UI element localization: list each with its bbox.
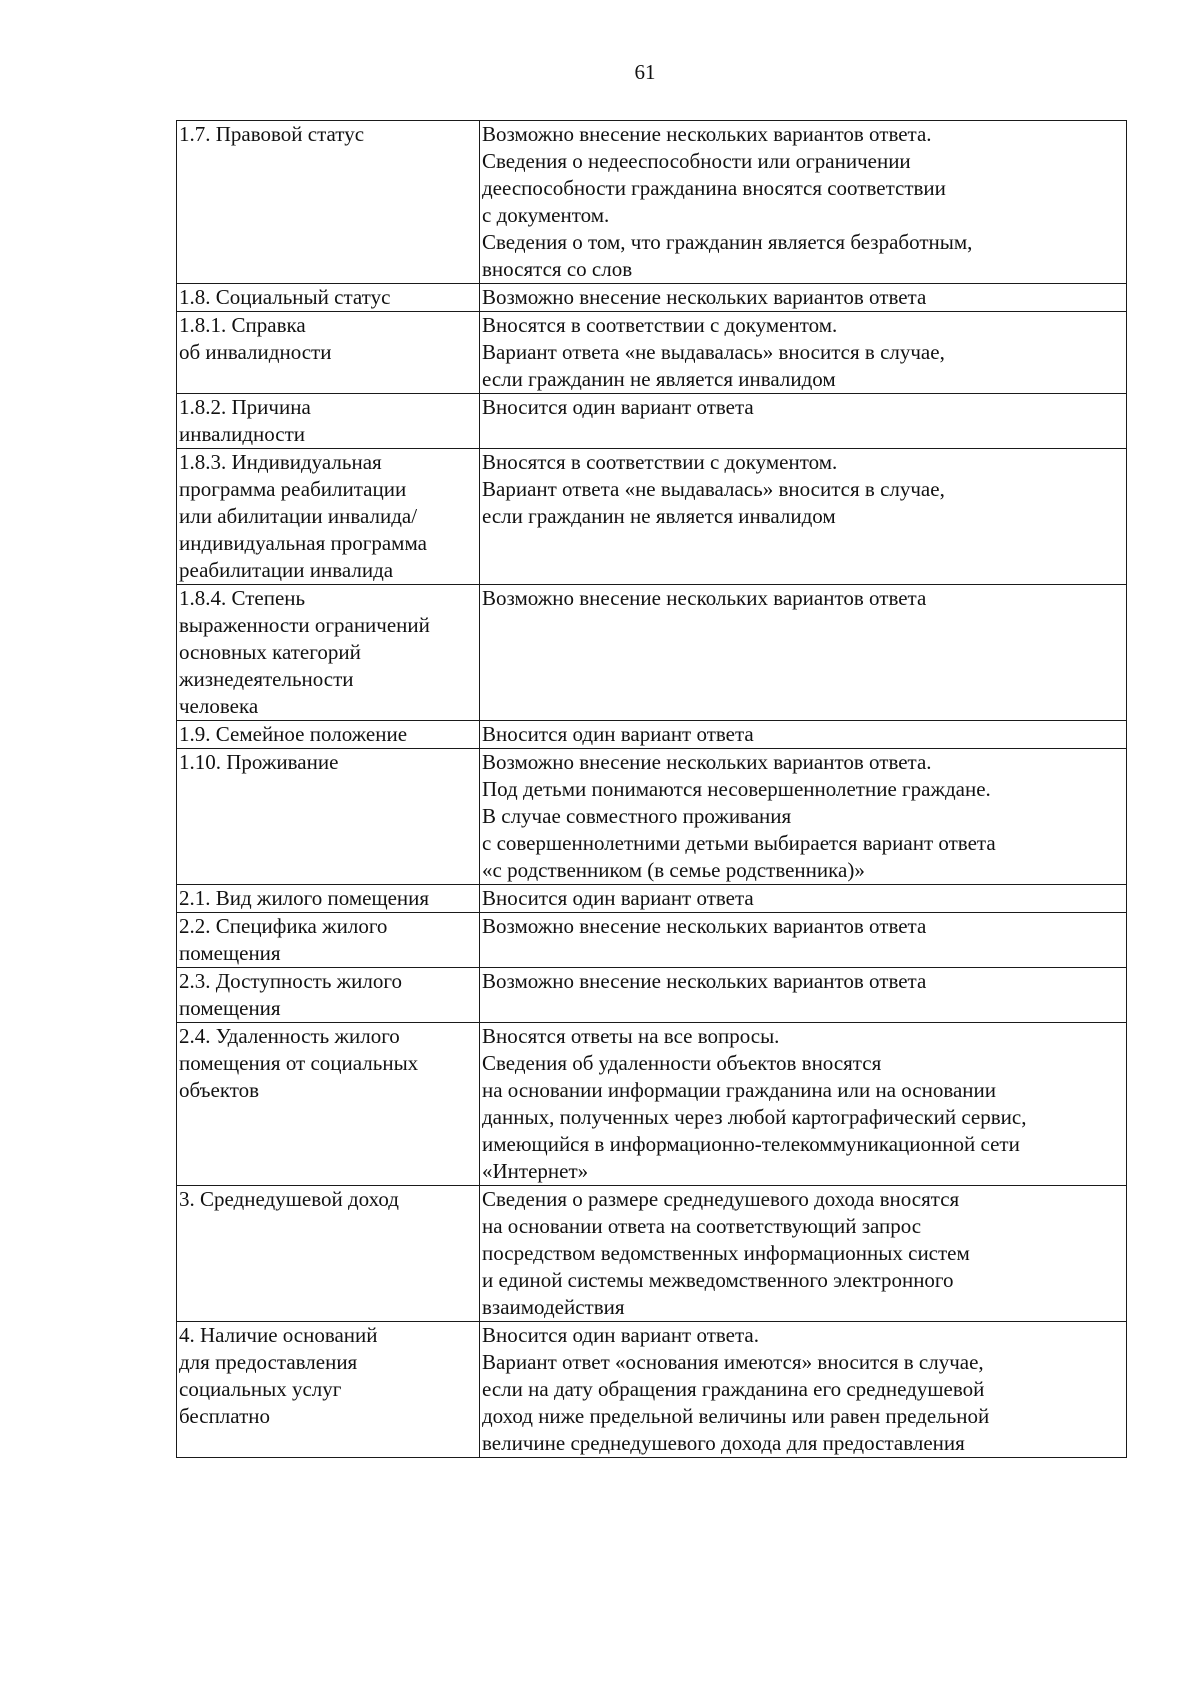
field-name-cell (177, 885, 480, 913)
field-name-cell (177, 721, 480, 749)
instruction-cell (480, 913, 1127, 968)
field-name-line: реабилитации инвалида (179, 558, 394, 582)
field-name-line: жизнедеятельности (179, 667, 354, 691)
field-name-line: 1.9. Семейное положение (179, 722, 408, 746)
field-name-line: социальных услуг (179, 1377, 342, 1401)
table-row (177, 968, 1127, 1023)
instruction-line: Вариант ответа «не выдавалась» вносится в случае, (482, 340, 945, 364)
instruction-line: Сведения о размере среднедушевого дохода вносятся (482, 1187, 960, 1211)
field-name-cell (177, 1322, 480, 1458)
instruction-line: Под детьми понимаются несовершеннолетние граждане. (482, 777, 991, 801)
field-name-line: объектов (179, 1078, 260, 1102)
instruction-line: Вносится один вариант ответа. (482, 1323, 759, 1347)
instruction-cell (480, 721, 1127, 749)
field-name-line: 1.8.3. Индивидуальная (179, 450, 382, 474)
instruction-line: Вносится один вариант ответа (482, 395, 754, 419)
instruction-line: имеющийся в информационно-телекоммуникационной сети (482, 1132, 1020, 1156)
instruction-line: Возможно внесение нескольких вариантов ответа (482, 285, 927, 309)
instruction-cell (480, 1186, 1127, 1322)
field-name-line: 1.8.1. Справка (179, 313, 306, 337)
instruction-cell (480, 121, 1127, 284)
instruction-line: Возможно внесение нескольких вариантов ответа (482, 914, 927, 938)
instruction-line: величине среднедушевого дохода для предоставления (482, 1431, 965, 1455)
field-name-line: инвалидности (179, 422, 306, 446)
instruction-line: Сведения о недееспособности или ограничении (482, 149, 911, 173)
instruction-line: и единой системы межведомственного электронного (482, 1268, 954, 1292)
table-row (177, 585, 1127, 721)
instruction-line: данных, полученных через любой картографический сервис, (482, 1105, 1027, 1129)
table-row (177, 1186, 1127, 1322)
field-name-cell (177, 1023, 480, 1186)
field-name-line: выраженности ограничений (179, 613, 430, 637)
field-name-line: 2.1. Вид жилого помещения (179, 886, 430, 910)
field-name-line: 1.7. Правовой статус (179, 122, 365, 146)
instruction-line: дееспособности гражданина вносятся соответствии (482, 176, 946, 200)
table-body (177, 121, 1127, 1458)
field-instructions-table (176, 120, 1127, 1458)
instruction-line: «с родственником (в семье родственника)» (482, 858, 865, 882)
page-number: 61 (634, 60, 656, 84)
instruction-line: Сведения о том, что гражданин является безработным, (482, 230, 973, 254)
table-row (177, 721, 1127, 749)
instruction-line: доход ниже предельной величины или равен предельной (482, 1404, 990, 1428)
instruction-cell (480, 749, 1127, 885)
instruction-line: Вносятся в соответствии с документом. (482, 313, 838, 337)
field-name-cell (177, 121, 480, 284)
instruction-line: Возможно внесение нескольких вариантов ответа. (482, 122, 932, 146)
table-row (177, 913, 1127, 968)
field-name-line: об инвалидности (179, 340, 332, 364)
instruction-line: посредством ведомственных информационных систем (482, 1241, 970, 1265)
table-row (177, 885, 1127, 913)
field-name-line: 2.2. Специфика жилого (179, 914, 388, 938)
instruction-line: с документом. (482, 203, 610, 227)
instruction-line: Сведения об удаленности объектов вносятся (482, 1051, 882, 1075)
field-name-cell (177, 968, 480, 1023)
table-row (177, 312, 1127, 394)
table-row (177, 394, 1127, 449)
field-name-cell (177, 394, 480, 449)
field-name-cell (177, 312, 480, 394)
field-name-line: человека (179, 694, 259, 718)
instruction-line: на основании ответа на соответствующий запрос (482, 1214, 922, 1238)
instruction-cell (480, 1023, 1127, 1186)
field-name-line: 2.3. Доступность жилого (179, 969, 402, 993)
instruction-cell (480, 885, 1127, 913)
instruction-line: если гражданин не является инвалидом (482, 367, 836, 391)
instruction-line: Вносятся ответы на все вопросы. (482, 1024, 780, 1048)
field-name-cell (177, 913, 480, 968)
field-name-line: индивидуальная программа (179, 531, 427, 555)
instruction-line: взаимодействия (482, 1295, 625, 1319)
instruction-line: Возможно внесение нескольких вариантов ответа. (482, 750, 932, 774)
instruction-line: Возможно внесение нескольких вариантов ответа (482, 969, 927, 993)
instruction-line: Вариант ответа «не выдавалась» вносится в случае, (482, 477, 945, 501)
field-name-line: бесплатно (179, 1404, 270, 1428)
field-name-line: помещения от социальных (179, 1051, 419, 1075)
table-row (177, 121, 1127, 284)
instruction-line: вносятся со слов (482, 257, 633, 281)
instruction-line: В случае совместного проживания (482, 804, 792, 828)
field-name-line: 4. Наличие оснований (179, 1323, 378, 1347)
instruction-cell (480, 394, 1127, 449)
instruction-line: Вносится один вариант ответа (482, 722, 754, 746)
field-name-line: программа реабилитации (179, 477, 407, 501)
instruction-cell (480, 449, 1127, 585)
instruction-line: Вносится один вариант ответа (482, 886, 754, 910)
field-name-cell (177, 284, 480, 312)
field-name-line: основных категорий (179, 640, 361, 664)
field-name-line: 3. Среднедушевой доход (179, 1187, 399, 1211)
field-name-line: или абилитации инвалида/ (179, 504, 418, 528)
field-name-line: для предоставления (179, 1350, 358, 1374)
instruction-line: на основании информации гражданина или на основании (482, 1078, 997, 1102)
field-name-line: помещения (179, 996, 281, 1020)
field-name-cell (177, 585, 480, 721)
table-row (177, 449, 1127, 585)
field-name-line: 1.8. Социальный статус (179, 285, 391, 309)
instruction-line: «Интернет» (482, 1159, 589, 1183)
field-name-cell (177, 1186, 480, 1322)
instruction-cell (480, 312, 1127, 394)
instruction-cell (480, 1322, 1127, 1458)
field-name-cell (177, 749, 480, 885)
instruction-cell (480, 284, 1127, 312)
instruction-cell (480, 968, 1127, 1023)
instruction-cell (480, 585, 1127, 721)
table-row (177, 749, 1127, 885)
instruction-line: Возможно внесение нескольких вариантов ответа (482, 586, 927, 610)
field-name-line: 1.10. Проживание (179, 750, 339, 774)
instruction-line: если гражданин не является инвалидом (482, 504, 836, 528)
instruction-line: Вариант ответ «основания имеются» вносится в случае, (482, 1350, 984, 1374)
field-name-line: 1.8.4. Степень (179, 586, 306, 610)
field-name-line: помещения (179, 941, 281, 965)
field-name-line: 1.8.2. Причина (179, 395, 311, 419)
field-name-line: 2.4. Удаленность жилого (179, 1024, 400, 1048)
instruction-line: если на дату обращения гражданина его среднедушевой (482, 1377, 985, 1401)
field-name-cell (177, 449, 480, 585)
table-row (177, 1322, 1127, 1458)
instruction-line: Вносятся в соответствии с документом. (482, 450, 838, 474)
table-row (177, 1023, 1127, 1186)
table-row (177, 284, 1127, 312)
instruction-line: с совершеннолетними детьми выбирается вариант ответа (482, 831, 996, 855)
